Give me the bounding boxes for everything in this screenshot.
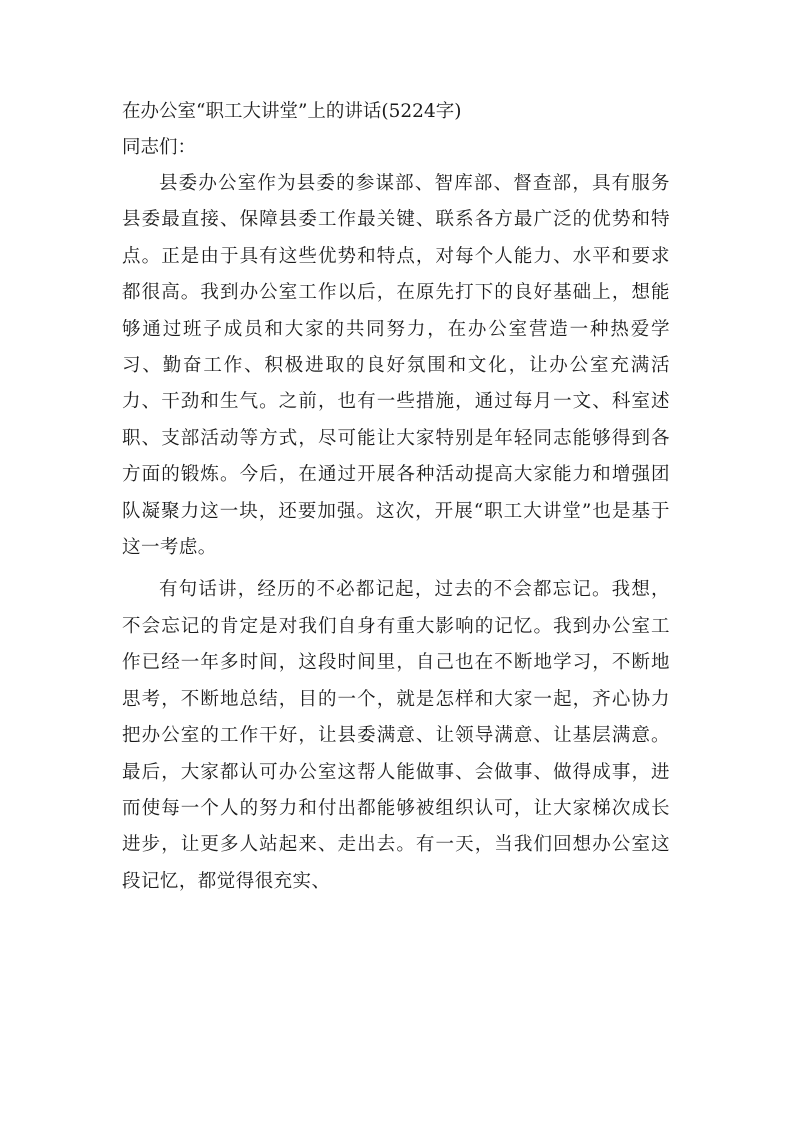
paragraph-2: 有句话讲，经历的不必都记起，过去的不会都忘记。我想，不会忘记的肯定是对我们自身有重大影响的记忆。我到办公室工作已经一年多时间，这段时间里，自己也在不断地学习，不断地思考，不断地总结，目的一个，就是怎样和大家一起，齐心协力把办公室的工作干好，让县委满意、让领导满意、让基层满意。最后，大家都认可办公室这帮人能做事、会做事、做得成事，进而使每一个人的努力和付出都能够被组织认可，让大家梯次成长进步，让更多人站起来、走出去。有一天，当我们回想办公室这段记忆，都觉得很充实、 <box>122 579 670 892</box>
salutation: 同志们： <box>122 137 197 158</box>
paragraph-1: 县委办公室作为县委的参谋部、智库部、督查部，具有服务县委最直接、保障县委工作最关键、联系各方最广泛的优势和特点。正是由于具有这些优势和特点，对每个人能力、水平和要求都很高。我到办公室工作以后，在原先打下的良好基础上，想能够通过班子成员和大家的共同努力，在办公室营造一种热爱学习、勤奋工作、积极进取的良好氛围和文化，让办公室充满活力、干劲和生气。之前，也有一些措施，通过每月一文、科室述职、支部活动等方式，尽可能让大家特别是年轻同志能够得到各方面的锻炼。今后，在通过开展各种活动提高大家能力和增强团队凝聚力这一块，还要加强。这次，开展“职工大讲堂”也是基于这一考虑。 <box>122 173 670 559</box>
document-title: 在办公室“职工大讲堂”上的讲话(5224字) <box>122 101 462 122</box>
document-body <box>122 94 670 900</box>
